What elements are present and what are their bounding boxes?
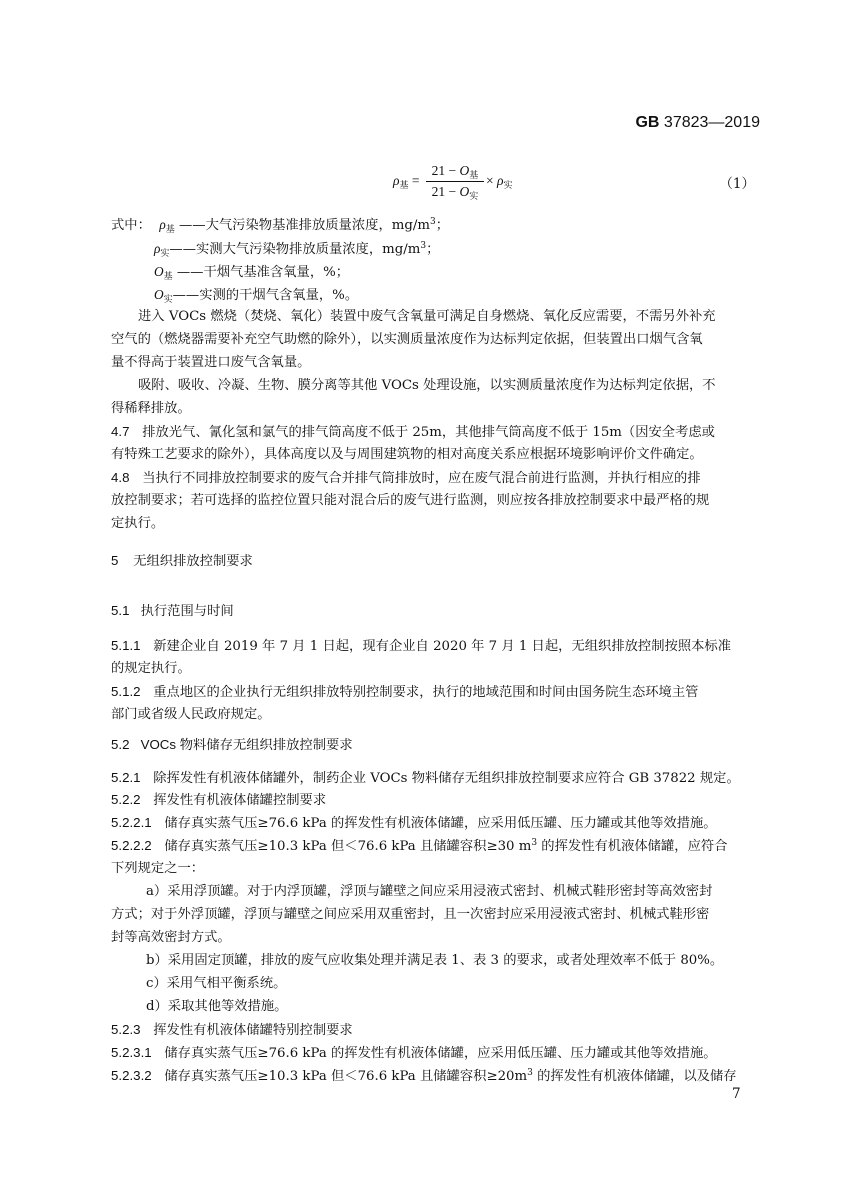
- standard-code-prefix: GB: [635, 114, 660, 131]
- clause-5-2-1: 5.2.1 除挥发性有机液体储罐外，制药企业 VOCs 物料储存无组织排放控制要求应符合 GB 37822 规定。: [111, 770, 740, 786]
- clause-5-2-2-1: 5.2.2.1 储存真实蒸气压≥76.6 kPa 的挥发性有机液体储罐，应采用低压罐、压力罐或其他等效措施。: [111, 815, 717, 831]
- paragraph-line: 方式；对于外浮顶罐，浮顶与罐壁之间应采用双重密封，且一次密封应采用浸液式密封、机械式鞋形密: [111, 907, 710, 922]
- section-5-heading: 5 无组织排放控制要求: [111, 553, 253, 568]
- clause-5-1-1: 5.1.1 新建企业自 2019 年 7 月 1 日起，现有企业自 2020 年 7 月 1 日起，无组织排放控制按照本标准: [111, 638, 732, 654]
- formula-lhs: $\rho_基$ =: [393, 173, 420, 190]
- clause-5-1-2: 5.1.2 重点地区的企业执行无组织排放特别控制要求，执行的地域范围和时间由国务院生态环境主管: [111, 684, 699, 700]
- paragraph-line: 吸附、吸收、冷凝、生物、膜分离等其他 VOCs 处理设施，以实测质量浓度作为达标判定依据，不: [138, 378, 716, 393]
- list-item-b: b）采用固定顶罐，排放的废气应收集处理并满足表 1、表 3 的要求，或者处理效率不低于 80%。: [146, 953, 724, 968]
- page-number: 7: [732, 1086, 741, 1102]
- where-item-3: $O_基$ ——干烟气基准含氧量，%；: [154, 264, 350, 281]
- paragraph-line: 的规定执行。: [111, 661, 191, 676]
- paragraph-line: 下列规定之一：: [111, 861, 205, 876]
- section-5-1-heading: 5.1 执行范围与时间: [111, 603, 234, 618]
- where-item-1: 式中： $\rho_基$ ——大气污染物基准排放质量浓度，$mg/m^3$；: [111, 217, 449, 234]
- formula-fraction: [426, 162, 484, 201]
- standard-code: [635, 114, 760, 132]
- list-item-c: c）采用气相平衡系统。: [146, 976, 287, 991]
- clause-5-2-3-2: 5.2.3.2 储存真实蒸气压≥10.3 kPa 但＜76.6 kPa 且储罐容积$\ge 20m^3$ 的挥发性有机液体储罐，以及储存: [111, 1068, 737, 1084]
- clause-5-2-3-1: 5.2.3.1 储存真实蒸气压≥76.6 kPa 的挥发性有机液体储罐，应采用低压罐、压力罐或其他等效措施。: [111, 1045, 717, 1061]
- standard-code-number: 37823—2019: [659, 114, 760, 131]
- clause-number: 4.7: [111, 424, 130, 439]
- equation-number: （1）: [719, 176, 755, 192]
- where-item-2: $\rho_实——$实测大气污染物排放质量浓度，$mg/m^3$；: [154, 241, 440, 258]
- paragraph-line: 量不得高于装置进口废气含氧量。: [111, 355, 311, 370]
- clause-number: 4.8: [111, 470, 130, 485]
- clause-5-2-2: 5.2.2 挥发性有机液体储罐控制要求: [111, 792, 327, 808]
- paragraph-line: 定执行。: [111, 516, 165, 531]
- section-5-2-heading: 5.2 VOCs 物料储存无组织排放控制要求: [111, 737, 353, 752]
- paragraph-line: 得稀释排放。: [111, 401, 191, 416]
- paragraph-line: 进入 VOCs 燃烧（焚烧、氧化）装置中废气含氧量可满足自身燃烧、氧化反应需要，不需另外补充: [138, 309, 716, 324]
- clause-4-8: 4.8 当执行不同排放控制要求的废气合并排气筒排放时，应在废气混合前进行监测，并执行相应的排: [111, 470, 701, 486]
- paragraph-line: 放控制要求；若可选择的监控位置只能对混合后的废气进行监测，则应按各排放控制要求中最严格的规: [111, 493, 710, 508]
- clause-4-7: 4.7 排放光气、氰化氢和氯气的排气筒高度不低于 25m，其他排气筒高度不低于 15m（因安全考虑或: [111, 424, 715, 440]
- paragraph-line: 有特殊工艺要求的除外），具体高度以及与周围建筑物的相对高度关系应根据环境影响评价文件确定。: [111, 447, 703, 462]
- clause-5-2-3: 5.2.3 挥发性有机液体储罐特别控制要求: [111, 1022, 353, 1038]
- list-item-a: a）采用浮顶罐。对于内浮顶罐，浮顶与罐壁之间应采用浸液式密封、机械式鞋形密封等高效密封: [146, 884, 713, 899]
- clause-5-2-2-2: 5.2.2.2 储存真实蒸气压≥10.3 kPa 但＜76.6 kPa 且储罐容积≥30 $m^3$ 的挥发性有机液体储罐，应符合: [111, 838, 728, 854]
- paragraph-line: 封等高效密封方式。: [111, 930, 231, 945]
- where-item-4: $O_实——$实测的干烟气含氧量，%。: [154, 287, 359, 304]
- paragraph-line: 部门或省级人民政府规定。: [111, 707, 271, 722]
- formula-numerator: $21 - O_基$: [431, 163, 479, 180]
- formula-denominator: $21 - O_实$: [431, 184, 479, 201]
- paragraph-line: 空气的（燃烧器需要补充空气助燃的除外），以实测质量浓度作为达标判定依据，但装置出口烟气含氧: [111, 332, 703, 347]
- formula-rhs: × $\rho_实$: [486, 173, 513, 190]
- fraction-bar: [426, 181, 484, 182]
- list-item-d: d）采取其他等效措施。: [146, 999, 288, 1014]
